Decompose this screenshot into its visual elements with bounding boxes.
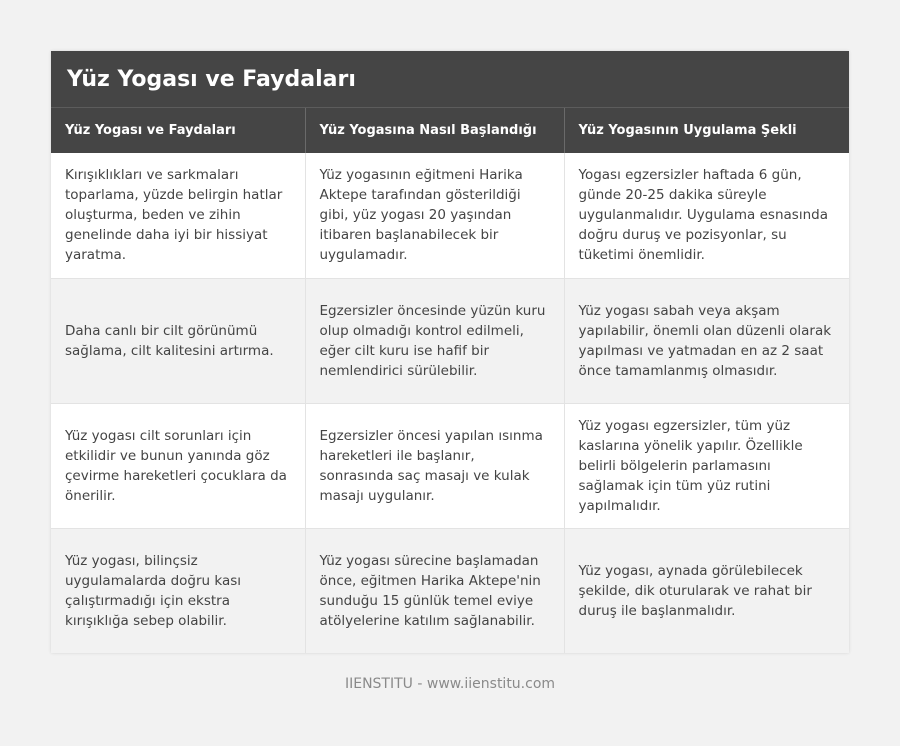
column-header-benefits: Yüz Yogası ve Faydaları: [51, 108, 305, 153]
column-header-how-to-start: Yüz Yogasına Nasıl Başlandığı: [305, 108, 564, 153]
table-header-row: [51, 108, 849, 153]
info-table: [51, 108, 849, 653]
table-title: Yüz Yogası ve Faydaları: [51, 51, 849, 108]
table-cell: Kırışıklıkları ve sarkmaları toparlama, yüzde belirgin hatlar oluşturma, beden ve zihin genelinde daha iyi bir hissiyat yaratma.: [51, 153, 305, 278]
info-table-card: [51, 51, 849, 653]
table-cell: Yüz yogası sabah veya akşam yapılabilir, önemli olan düzenli olarak yapılması ve yatmadan en az 2 saat önce tamamlanmış olmasıdır.: [564, 278, 849, 403]
footer-credit: IIENSTITU - www.iienstitu.com: [344, 676, 556, 692]
table-cell: Daha canlı bir cilt görünümü sağlama, cilt kalitesini artırma.: [51, 278, 305, 403]
table-cell: Yüz yogası cilt sorunları için etkilidir ve bunun yanında göz çevirme hareketleri çocuklara da önerilir.: [51, 403, 305, 528]
table-cell: Yüz yogası sürecine başlamadan önce, eğitmen Harika Aktepe'nin sunduğu 15 günlük temel eviye atölyelerine katılım sağlanabilir.: [305, 528, 564, 653]
table-cell: Yogası egzersizler haftada 6 gün, günde 20-25 dakika süreyle uygulanmalıdır. Uygulama esnasında doğru duruş ve pozisyonlar, su tüketimi önemlidir.: [564, 153, 849, 278]
table-cell: Yüz yogası, bilinçsiz uygulamalarda doğru kası çalıştırmadığı için ekstra kırışıklığa sebep olabilir.: [51, 528, 305, 653]
table-cell: Yüz yogası egzersizler, tüm yüz kaslarına yönelik yapılır. Özellikle belirli bölgelerin parlamasını sağlamak için tüm yüz rutini yapılmalıdır.: [564, 403, 849, 528]
table-row: [51, 528, 849, 653]
table-cell: Yüz yogası, aynada görülebilecek şekilde, dik oturularak ve rahat bir duruş ile başlanmalıdır.: [564, 528, 849, 653]
table-row: [51, 403, 849, 528]
table-cell: Egzersizler öncesinde yüzün kuru olup olmadığı kontrol edilmeli, eğer cilt kuru ise hafif bir nemlendirici sürülebilir.: [305, 278, 564, 403]
table-row: [51, 153, 849, 278]
column-header-practice: Yüz Yogasının Uygulama Şekli: [564, 108, 849, 153]
table-cell: Yüz yogasının eğitmeni Harika Aktepe tarafından gösterildiği gibi, yüz yogası 20 yaşından itibaren başlanabilecek bir uygulamadır.: [305, 153, 564, 278]
table-row: [51, 278, 849, 403]
table-cell: Egzersizler öncesi yapılan ısınma hareketleri ile başlanır, sonrasında saç masajı ve kulak masajı uygulanır.: [305, 403, 564, 528]
